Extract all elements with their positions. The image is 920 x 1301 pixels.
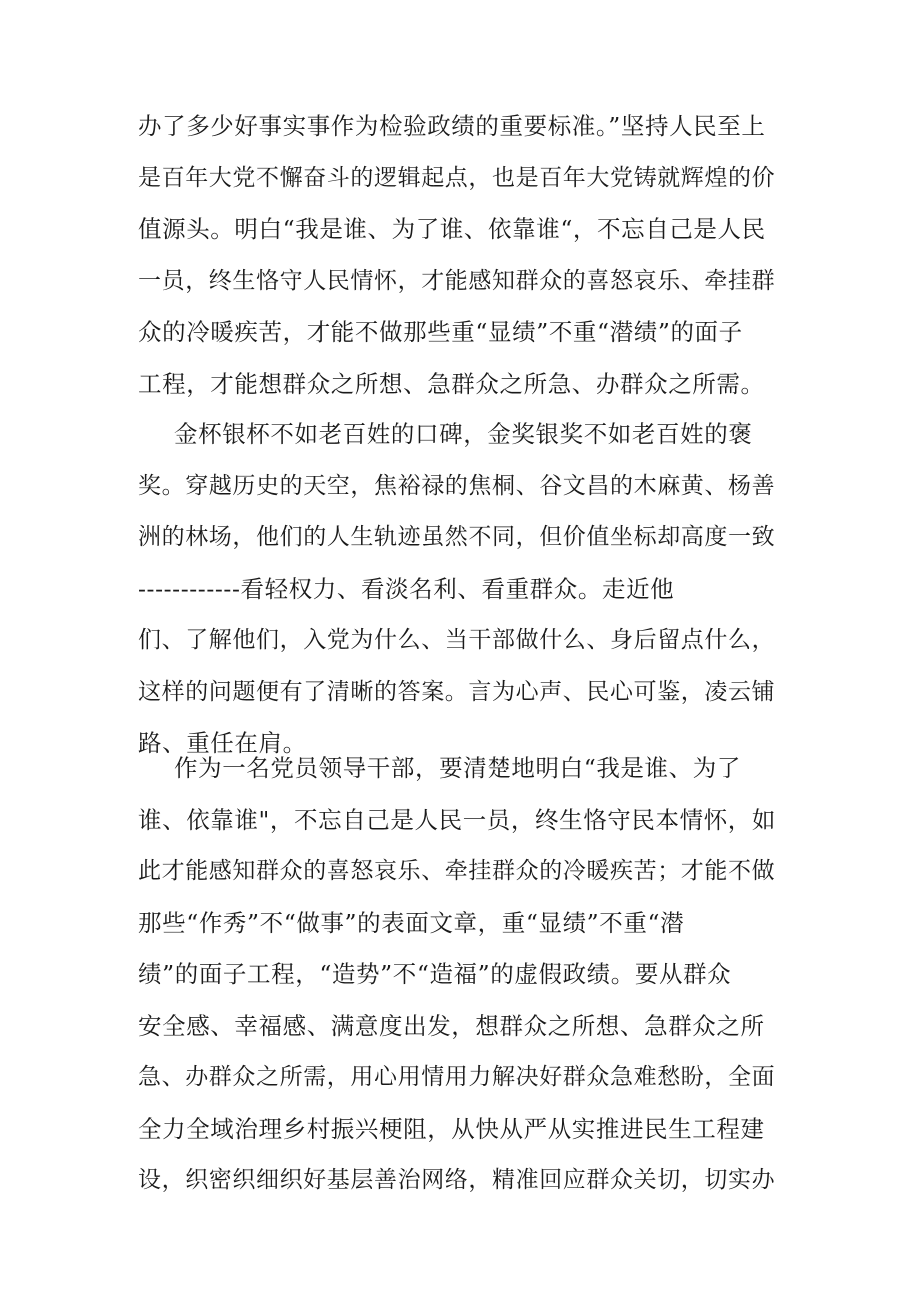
text-line: 洲的林场，他们的人生轨迹虽然不同，但价值坐标却高度一致 [138, 524, 776, 550]
text-line: 是百年大党不懈奋斗的逻辑起点，也是百年大党铸就辉煌的价 [138, 164, 776, 191]
text-line: 金杯银杯不如老百姓的口碑，金奖银奖不如老百姓的褒 [174, 420, 753, 448]
text-line: 安全感、幸福感、满意度出发，想群众之所想、急群众之所 [138, 1011, 765, 1040]
text-line: 这样的问题便有了清晰的答案。言为心声、民心可鉴，凌云铺 [138, 678, 776, 705]
paragraph-1 [138, 101, 778, 410]
paragraph-2 [138, 409, 778, 770]
text-line: 一员，终生恪守人民情怀，才能感知群众的喜怒哀乐、牵挂群 [138, 267, 776, 294]
text-line: 绩”的面子工程，“造势”不“造福”的虚假政绩。要从群众 [138, 960, 732, 988]
text-line: 谁、依靠谁"，不忘自己是人民一员，终生恪守民本情怀，如 [138, 805, 777, 834]
paragraph-3 [138, 743, 778, 1207]
text-line: 们、了解他们，入党为什么、当干部做什么、身后留点什么， [138, 627, 776, 653]
text-line: 值源头。明白“我是谁、为了谁、依靠谁“，不忘自己是人民 [138, 215, 766, 243]
text-line: 奖。穿越历史的天空，焦裕禄的焦桐、谷文昌的木麻黄、杨善 [138, 472, 776, 499]
text-line: 工程，才能想群众之所想、急群众之所急、办群众之所需。 [138, 369, 765, 398]
text-line: 此才能感知群众的喜怒哀乐、牵挂群众的冷暖疾苦；才能不做 [138, 858, 776, 884]
text-line: 那些“作秀”不“做事”的表面文章，重“显绩”不重“潜 [138, 908, 685, 937]
text-line: 办了多少好事实事作为检验政绩的重要标准。”坚持人民至上 [138, 112, 766, 140]
text-line: 众的冷暖疾苦，才能不做那些重“显绩”不重“潜绩”的面子 [138, 318, 743, 346]
text-line: 作为一名党员领导干部，要清楚地明白“我是谁、为了 [174, 754, 741, 782]
text-line: 全力全域治理乡村振兴梗阻，从快从严从实推进民生工程建 [138, 1114, 765, 1143]
text-line: 急、办群众之所需，用心用情用力解决好群众急难愁盼，全面 [138, 1064, 776, 1090]
text-line: 设，织密织细织好基层善治网络，精准回应群众关切，切实办 [138, 1167, 776, 1193]
text-line: ------------看轻权力、看淡名利、看重群众。走近他 [138, 574, 675, 603]
text-line: 路、重任在肩。 [138, 729, 307, 757]
